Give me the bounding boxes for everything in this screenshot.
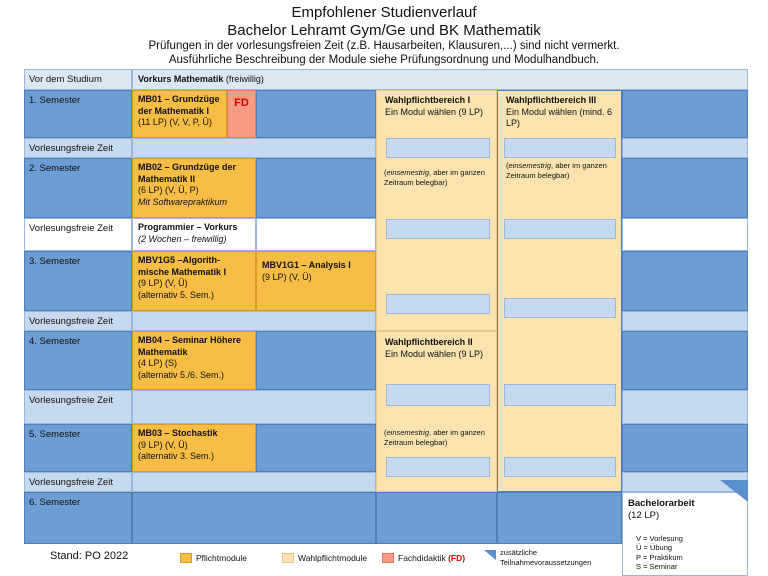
legend-fd-code: (FD) — [448, 553, 466, 563]
fd-badge: FD — [227, 90, 256, 138]
empty-cell — [256, 331, 376, 390]
wahl-3-slot — [504, 384, 616, 406]
module-mbv1g5-title: MBV1G5 –Algorith-mische Mathematik I — [138, 255, 227, 277]
page-title: Empfohlener Studienverlauf — [291, 4, 477, 21]
wahl-3-desc: Ein Modul wählen (mind. 6 LP) — [506, 106, 613, 129]
empty-free-cell — [622, 218, 748, 251]
wahl-1-note-ital: einsemestrig — [386, 168, 430, 177]
page-subtitle: Bachelor Lehramt Gym/Ge und BK Mathematik — [227, 22, 541, 39]
wahl-3-note: (einsemestrig, aber im ganzen Zeitraum belegbar) — [506, 161, 607, 180]
module-mb03-note: (alternativ 3. Sem.) — [138, 451, 215, 462]
empty-cell — [256, 424, 376, 472]
legend-triangle-icon — [484, 550, 496, 560]
empty-cell — [132, 492, 376, 544]
row-label-s2: 2. Semester — [24, 158, 132, 218]
wahl-2-slot — [386, 457, 490, 477]
empty-cell — [622, 331, 748, 390]
empty-cell — [497, 492, 622, 544]
module-mbv1g5 — [132, 251, 256, 311]
wahl-1-header — [380, 92, 495, 121]
legend-pflicht: Pflichtmodule — [196, 553, 248, 563]
empty-free-cell — [132, 138, 376, 158]
wahl-3-title: Wahlpflichtbereich III — [506, 95, 597, 105]
wahl-1-slot — [386, 219, 490, 239]
wahl-3-slot — [504, 298, 616, 318]
legend-fd — [398, 553, 465, 563]
module-mb02-title: MB02 – Grundzüge der Mathematik II — [138, 162, 237, 184]
module-mb02-lp: (6 LP) (V, Ü, P) — [138, 185, 199, 196]
wahl-1-note: (einsemestrig, aber im ganzen Zeitraum belegbar) — [384, 168, 485, 187]
ba-title: Bachelorarbeit — [628, 498, 695, 509]
empty-free-cell — [256, 218, 376, 251]
pre-course — [132, 69, 748, 90]
row-label-f1: Vorlesungsfreie Zeit — [24, 138, 132, 158]
module-mb04-lp: (4 LP) (S) — [138, 358, 178, 369]
row-label-s3: 3. Semester — [24, 251, 132, 311]
module-mb03 — [132, 424, 256, 472]
wahl-2-note-ital: einsemestrig — [386, 428, 430, 437]
empty-free-cell — [622, 390, 748, 424]
legend-fd-label: Fachdidaktik — [398, 553, 446, 563]
legend-zusatz2: Teilnahmevoraussetzungen — [500, 557, 592, 567]
row-label-pre: Vor dem Studium — [24, 69, 132, 90]
row-label-s5: 5. Semester — [24, 424, 132, 472]
empty-cell — [622, 251, 748, 311]
empty-free-cell — [132, 311, 376, 331]
module-mbv1g1-title: MBV1G1 – Analysis I — [262, 260, 351, 270]
legend-swatch-pflicht — [180, 553, 192, 563]
row-label-s1: 1. Semester — [24, 90, 132, 138]
legend-swatch-fd — [382, 553, 394, 563]
wahl-3-slot — [504, 138, 616, 158]
prerequisite-triangle-icon — [720, 480, 748, 502]
row-label-f3: Vorlesungsfreie Zeit — [24, 311, 132, 331]
empty-free-cell — [132, 472, 376, 492]
wahl-1-slot — [386, 294, 490, 314]
empty-cell — [622, 90, 748, 138]
module-mb04-title: MB04 – Seminar Höhere Mathematik — [138, 335, 242, 357]
wahl-2-note: (einsemestrig, aber im ganzen Zeitraum belegbar) — [384, 428, 485, 447]
module-mbv1g1 — [256, 251, 376, 311]
empty-cell — [622, 424, 748, 472]
ba-lp: (12 LP) — [628, 510, 660, 522]
legend-swatch-wahl — [282, 553, 294, 563]
row-label-f4: Vorlesungsfreie Zeit — [24, 390, 132, 424]
row-label-s4: 4. Semester — [24, 331, 132, 390]
prog-title: Programmier – Vorkurs — [138, 222, 238, 232]
wahl-3-slot — [504, 457, 616, 477]
abbr-v: V = Vorlesung — [636, 534, 683, 543]
module-mbv1g5-note: (alternativ 5. Sem.) — [138, 290, 215, 301]
abbr-u: Ü = Übung — [636, 543, 673, 553]
module-mb02 — [132, 158, 256, 218]
wahl-2-slot — [386, 384, 490, 406]
wahl-1-desc: Ein Modul wählen (9 LP) — [385, 106, 484, 117]
wahl-2-title: Wahlpflichtbereich II — [385, 337, 473, 347]
legend-zusatz1: zusätzliche — [500, 548, 538, 557]
wahl-3-note-ital: einsemestrig — [508, 161, 552, 170]
row-label-f5: Vorlesungsfreie Zeit — [24, 472, 132, 492]
legend-wahl: Wahlpflichtmodule — [298, 553, 368, 563]
module-mbv1g5-lp: (9 LP) (V, Ü) — [138, 278, 188, 289]
wahl-1-note-rest: , aber im ganzen Zeitraum belegbar) — [384, 168, 485, 187]
note-description: Ausführliche Beschreibung der Module siehe Prüfungsordnung und Modulhandbuch. — [168, 54, 600, 66]
empty-free-cell — [622, 138, 748, 158]
module-mb02-note: Mit Softwarepraktikum — [138, 197, 228, 208]
empty-cell — [622, 158, 748, 218]
module-mb03-title: MB03 – Stochastik — [138, 428, 218, 438]
stand-label: Stand: PO 2022 — [50, 550, 129, 562]
note-exams: Prüfungen in der vorlesungsfreien Zeit (z.B. Hausarbeiten, Klausuren,...) sind nicht vermerkt. — [148, 40, 620, 52]
wahl-3-slot — [504, 219, 616, 239]
empty-free-cell — [132, 390, 376, 424]
wahl-3-header — [501, 92, 619, 133]
row-label-s6: 6. Semester — [24, 492, 132, 544]
abbreviation-legend — [636, 534, 746, 572]
module-mb04-note: (alternativ 5./6. Sem.) — [138, 370, 225, 381]
empty-cell — [376, 492, 497, 544]
module-mb04 — [132, 331, 256, 390]
module-mb03-lp: (9 LP) (V, Ü) — [138, 439, 188, 450]
wahl-2-header — [380, 334, 495, 363]
module-mb01-lp: (11 LP) (V, V, P, Ü) — [138, 117, 213, 128]
module-mb01 — [132, 90, 227, 138]
wahl-1-slot — [386, 138, 490, 158]
module-mb01-title: MB01 – Grundzüge der Mathematik I — [138, 94, 220, 116]
module-prog-vorkurs — [132, 218, 256, 251]
empty-free-cell — [622, 311, 748, 331]
wahl-2-note-rest: , aber im ganzen Zeitraum belegbar) — [384, 428, 485, 447]
empty-cell — [256, 158, 376, 218]
abbr-s: S = Seminar — [636, 562, 678, 572]
wahl-2-desc: Ein Modul wählen (9 LP) — [385, 348, 484, 359]
row-label-f2: Vorlesungsfreie Zeit — [24, 218, 132, 251]
empty-cell — [256, 90, 376, 138]
module-mbv1g1-lp: (9 LP) (V, Ü) — [262, 271, 312, 282]
wahl-3-note-rest: , aber im ganzen Zeitraum belegbar) — [506, 161, 607, 180]
prog-note: (2 Wochen – freiwillig) — [138, 233, 227, 244]
legend-prerequisites — [500, 548, 591, 568]
pre-course-title: Vorkurs Mathematik — [138, 74, 224, 84]
wahl-1-title: Wahlpflichtbereich I — [385, 95, 471, 105]
pre-course-note: (freiwillig) — [225, 74, 264, 84]
abbr-p: P = Praktikum — [636, 552, 683, 562]
